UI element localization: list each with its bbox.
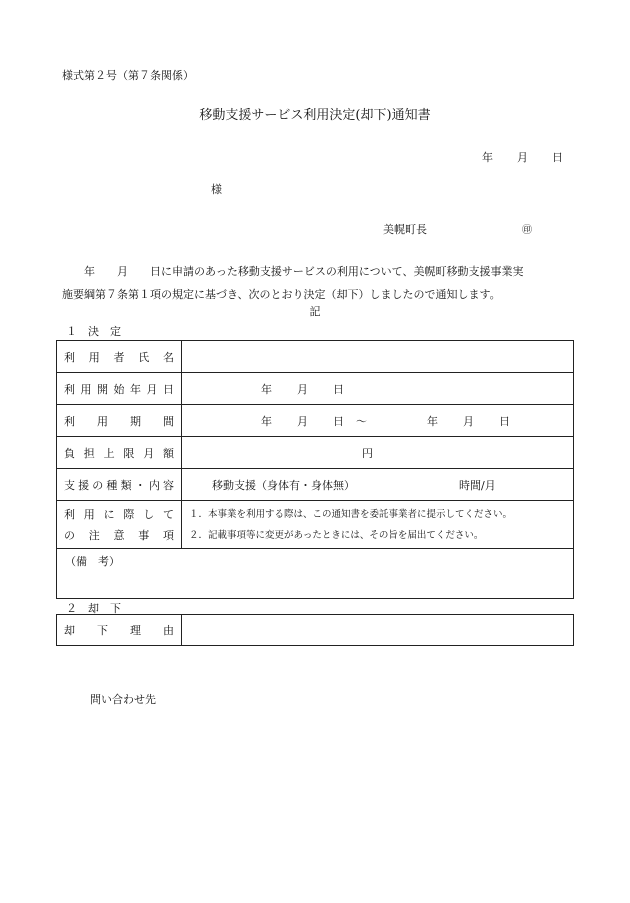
section-reject-title: ２ 却 下 [66, 602, 121, 615]
period-to-year: 年 [427, 414, 438, 428]
period-from-month: 月 [297, 414, 308, 428]
addressee-suffix: 様 [211, 183, 222, 196]
contact-label: 問い合わせ先 [90, 693, 156, 706]
form-number: 様式第２号（第７条関係） [62, 69, 194, 82]
burden-yen-unit: 円 [362, 446, 373, 460]
notices-label-line-2: の注意事項 [64, 528, 174, 542]
table-row [57, 405, 574, 437]
period-to-day: 日 [499, 414, 510, 428]
period-label: 利用期間 [64, 414, 174, 428]
notices-label-line-1: 利用に際して [64, 507, 174, 521]
reject-reason-field[interactable] [182, 615, 574, 646]
notices-cell [182, 501, 574, 549]
issue-date-day: 日 [552, 151, 563, 164]
document-title: 移動支援サービス利用決定(却下)通知書 [199, 108, 431, 123]
user-name-label-cell [57, 341, 182, 373]
table-row [57, 615, 574, 646]
table-row [57, 501, 574, 549]
start-date-field[interactable] [182, 373, 574, 405]
start-date-label-cell [57, 373, 182, 405]
body-text [62, 260, 582, 306]
issuer-name: 美幌町長 [383, 223, 427, 236]
start-date-month: 月 [297, 382, 308, 396]
notices-label-cell [57, 501, 182, 549]
user-name-field[interactable] [182, 341, 574, 373]
period-from-year: 年 [261, 414, 272, 428]
ki-heading: 記 [309, 305, 321, 318]
reject-reason-label: 却下理由 [64, 624, 174, 637]
body-text-line-1: 年 月 日に申請のあった移動支援サービスの利用について、美幌町移動支援事業実 [84, 265, 524, 278]
notice-item-2: ２．記載事項等に変更があったときには、その旨を届出てください。 [189, 529, 484, 541]
service-type-field[interactable] [182, 469, 574, 501]
service-type-label: 支援の種類・内容 [64, 478, 174, 492]
table-row [57, 437, 574, 469]
table-row [57, 341, 574, 373]
reject-reason-label-cell [57, 615, 182, 646]
table-row [57, 469, 574, 501]
start-date-year: 年 [261, 382, 272, 396]
burden-field[interactable] [182, 437, 574, 469]
burden-label: 負担上限月額 [64, 446, 174, 460]
period-to-month: 月 [463, 414, 474, 428]
user-name-label: 利用者氏名 [64, 350, 174, 364]
period-label-cell [57, 405, 182, 437]
issue-date [482, 149, 563, 165]
reject-table [56, 614, 574, 646]
service-type-label-cell [57, 469, 182, 501]
issue-date-year: 年 [482, 151, 493, 164]
table-row [57, 373, 574, 405]
notice-item-1: １．本事業を利用する際は、この通知書を委託事業者に提示してください。 [189, 508, 513, 520]
period-tilde: ～ [356, 414, 367, 428]
service-type-value: 移動支援（身体有・身体無） [212, 478, 355, 492]
period-from-day: 日 [333, 414, 344, 428]
start-date-label: 利用開始年月日 [64, 382, 174, 396]
body-text-line-2: 施要綱第７条第１項の規定に基づき、次のとおり決定（却下）しましたので通知します。 [62, 288, 501, 301]
burden-label-cell [57, 437, 182, 469]
period-field[interactable] [182, 405, 574, 437]
seal-mark: ㊞ [522, 225, 532, 236]
section-decision-title: １ 決 定 [66, 325, 121, 338]
issue-date-month: 月 [517, 151, 528, 164]
service-hours-unit: 時間/月 [459, 478, 496, 492]
decision-table [56, 340, 574, 599]
remarks-field[interactable] [57, 549, 574, 599]
remarks-label: （備 考） [65, 555, 120, 568]
table-row [57, 549, 574, 599]
start-date-day: 日 [333, 382, 344, 396]
